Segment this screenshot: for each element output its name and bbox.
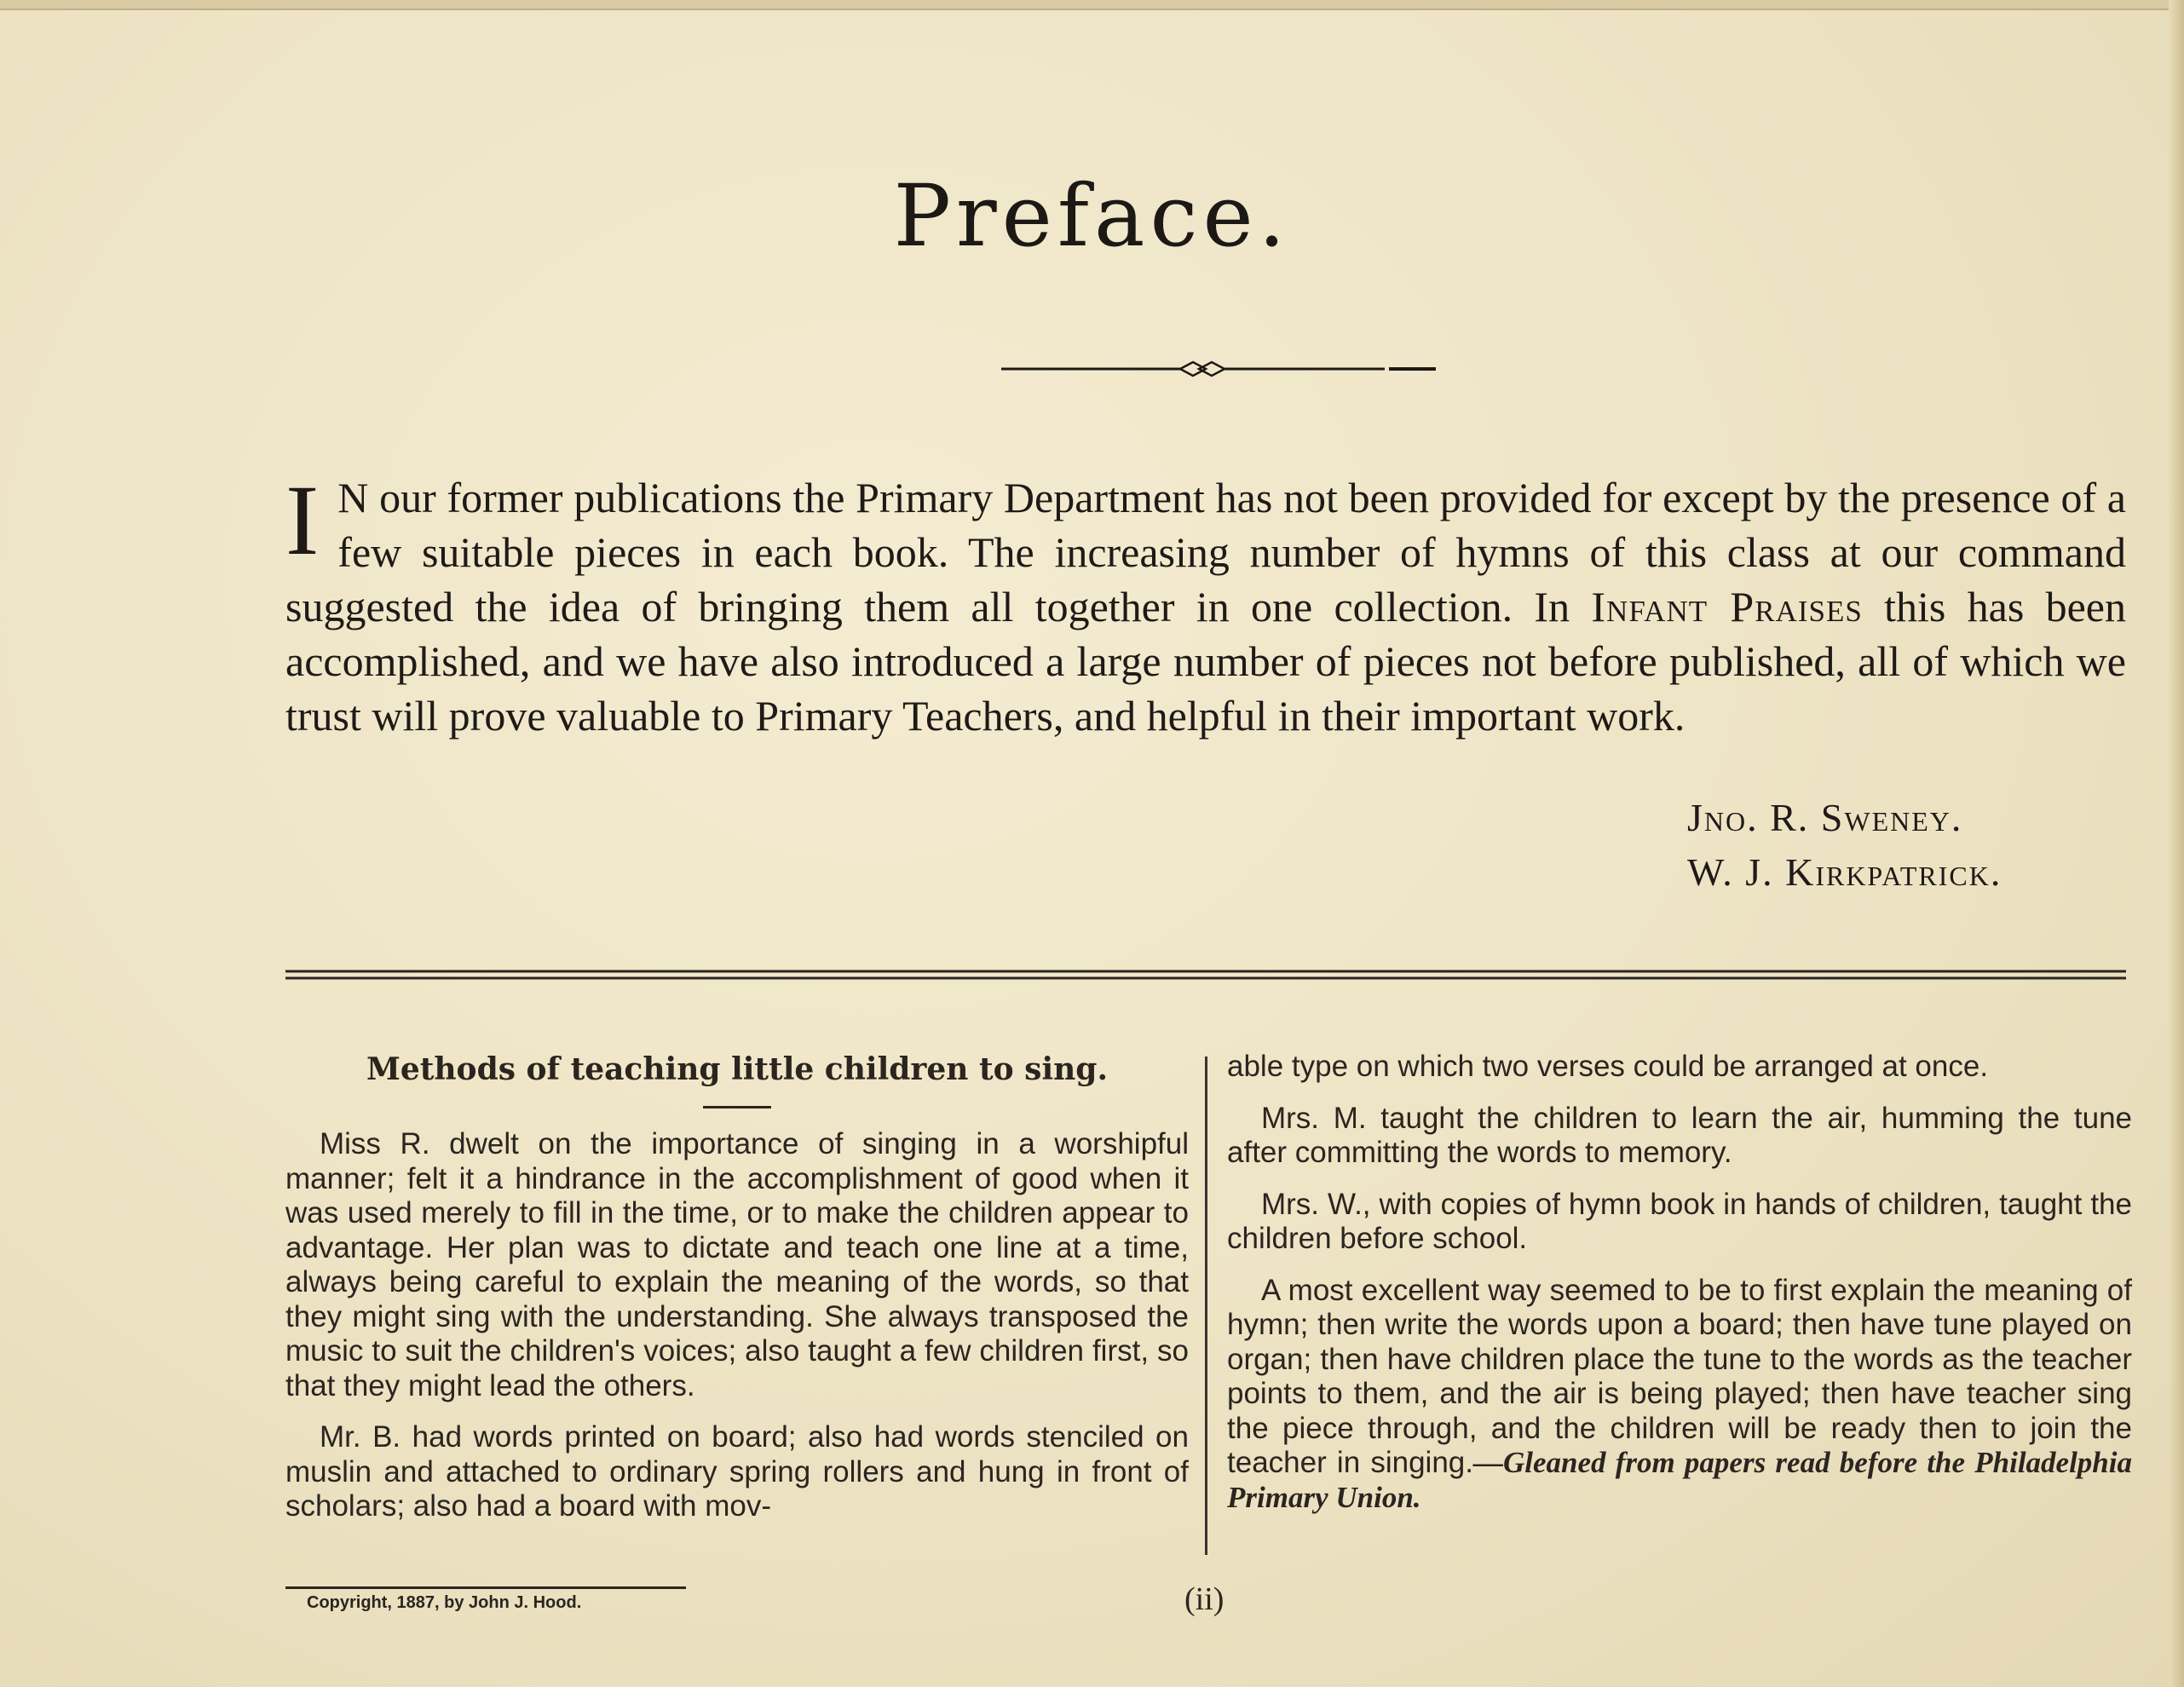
intro-text-part2: this has been accomplished, and we have also introduced a large number of pieces not before published, all of which we trust will prove valuable to Primary Teachers, and helpful in their important work. [285,583,2126,740]
column-divider [1205,1057,1207,1555]
signatory-sweney: Jno. R. Sweney. [1687,796,1963,839]
paragraph-excellent-way [1227,1274,2132,1516]
paragraph-mrs-w: Mrs. W., with copies of hymn book in hands of children, taught the children before school. [1227,1187,2132,1255]
preface-title: Preface. [893,166,1291,266]
attribution: —Gleaned from papers read before the Philadelphia Primary Union. [1227,1446,2132,1514]
signatory-kirkpatrick: W. J. Kirkpatrick. [1687,850,2002,894]
paragraph-mrs-m: Mrs. M. taught the children to learn the air, humming the tune after committing the words to memory. [1227,1101,2132,1169]
page-number: (ii) [1184,1581,1225,1617]
methods-heading: Methods of teaching little children to sing. [366,1051,1108,1087]
section-divider [285,969,2126,981]
footer-rule [285,1586,686,1589]
book-title: Infant Praises [1591,583,1863,630]
drop-cap: I [285,464,320,576]
final-text: A most excellent way seemed to be to first explain the meaning of hymn; then write the words upon a board; then have tune played on organ; then have children place the tune to the words as the teacher points to them, and the air is being played; then have teacher sing the piece through, and the children will be ready then to join the teacher in singing. [1227,1273,2132,1479]
methods-right-column [1227,1050,2132,1532]
signatures [1687,791,2002,900]
paragraph-mr-b: Mr. B. had words printed on board; also had words stenciled on muslin and attached to ordinary spring rollers and hung in front of scholars; also had a board with mov- [285,1420,1189,1523]
intro-text-part1: N our former publications the Primary Department has not been provided for except by the presence of a few suitable pieces in each book. The increasing number of hymns of this class at our command suggested the idea of bringing them all together in one collection. In [285,474,2126,630]
methods-left-column [285,1050,1189,1541]
paragraph-continuation: able type on which two verses could be arranged at once. [1227,1050,1989,1083]
page-top-edge [0,0,2184,10]
heading-rule [703,1106,771,1108]
paragraph-miss-r: Miss R. dwelt on the importance of singing in a worshipful manner; felt it a hindrance in the accomplishment of good when it was used merely to fill in the time, or to make the children appear to advantage. Her plan was to dictate and teach one line at a time, always being careful to explain the meaning of the words, so that they might sing with the understanding. She always transposed the music to suit the children's voices; also taught a few children first, so that they might lead the others. [285,1127,1189,1402]
title-ornament [1001,356,1436,382]
preface-intro [285,464,2126,743]
copyright-notice: Copyright, 1887, by John J. Hood. [307,1593,582,1612]
